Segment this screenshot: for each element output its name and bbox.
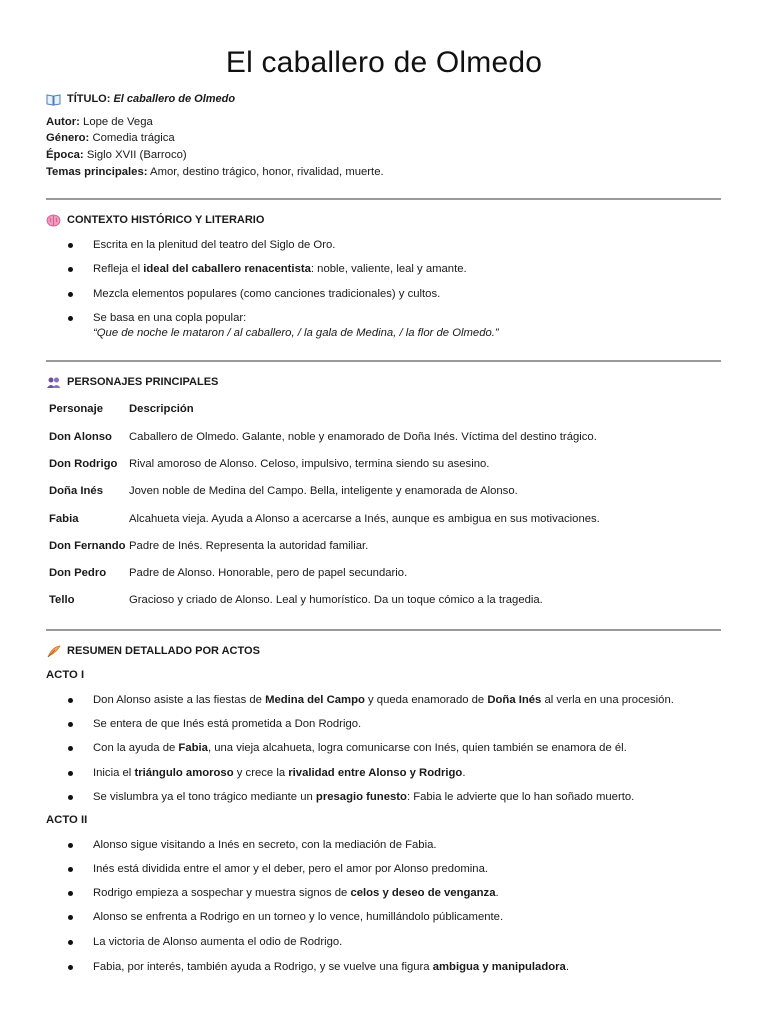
acto-i-label: ACTO I <box>46 669 85 681</box>
table-row-desc: Padre de Alonso. Honorable, pero de papel secundario. <box>129 567 408 579</box>
info-temas: Temas principales: Amor, destino trágico, honor, rivalidad, muerte. <box>46 166 384 178</box>
section-personajes-heading: PERSONAJES PRINCIPALES <box>46 375 218 390</box>
table-row-name: Don Alonso <box>49 431 112 443</box>
section-resumen-heading: RESUMEN DETALLADO POR ACTOS <box>46 644 260 659</box>
col-header-personaje: Personaje <box>49 403 104 415</box>
table-row-name: Don Fernando <box>49 540 126 552</box>
divider <box>46 198 721 200</box>
table-row-name: Don Pedro <box>49 567 107 579</box>
acto-ii-label: ACTO II <box>46 814 88 826</box>
titulo-label: TÍTULO: <box>67 93 111 105</box>
info-genero: Género: Comedia trágica <box>46 132 175 144</box>
document-page: El caballero de Olmedo TÍTULO: El caballero de Olmedo Autor: Lope de Vega Género: Comedia trágica Época: Siglo XVII (Barroco) Temas principales: Amor, destino trágico, honor, rivalidad, muerte. CONTEXTO HISTÓRICO Y LITERARIO Escrita en la plenitud del teatro del Siglo de Oro. Refleja el ideal del caballero renacentista: noble, valiente, leal y amante. Mezcla elementos populares (como canciones tradicionales) y cultos. Se basa en una copla popular: “Que de noche le mataron / al caballero, / la gala de Medina, / la flor de Olmedo.” PERSONAJES PRINCIPALES Personaje Descripción Don Alonso Caballero de Olmedo. Galante, noble y enamorado de Doña Inés. Víctima del destino trágico. Don Rodrigo Rival amoroso de Alonso. Celoso, impulsivo, termina siendo su asesino. Doña Inés Joven noble de Medina del Campo. Bella, inteligente y enamorada de Alonso. Fabia Alcahueta vieja. Ayuda a Alonso a acercarse a Inés, aunque es ambigua en sus motivaciones. Don Fernando Padre de Inés. Representa la autoridad familiar. Don Pedro Padre de Alonso. Honorable, pero de papel secundario. Tello Gracioso y criado de Alonso. Leal y humorístico. Da un toque cómico a la tragedia. RESUMEN DETALLADO POR ACTOS ACTO I Don Alonso asiste a las fiestas de Medina del Campo y queda enamorado de Doña Inés al verla en una procesión. Se entera de que Inés está prometida a Don Rodrigo. Con la ayuda de Fabia, una vieja alcahueta, logra comunicarse con Inés, quien también se enamora de él. Inicia el triángulo amoroso y crece la rivalidad entre Alonso y Rodrigo. Se vislumbra ya el tono trágico mediante un presagio funesto: Fabia le advierte que lo han soñado muerto. ACTO II Alonso sigue visitando a Inés en secreto, con la mediación de Fabia. Inés está dividida entre el amor y el deber, pero el amor por Alonso predomina. Rodrigo empieza a sospechar y muestra signos de celos y deseo de venganza. Alonso se enfrenta a Rodrigo en un torneo y lo vence, humillándolo públicamente. La victoria de Alonso aumenta el odio de Rodrigo. Fabia, por interés, también ayuda a Rodrigo, y se vuelve una figura ambigua y manipuladora. <box>0 0 768 1024</box>
table-row-desc: Caballero de Olmedo. Galante, noble y enamorado de Doña Inés. Víctima del destino trágico. <box>129 431 597 443</box>
table-row-desc: Gracioso y criado de Alonso. Leal y humorístico. Da un toque cómico a la tragedia. <box>129 594 543 606</box>
quill-icon <box>46 645 61 658</box>
table-row-desc: Padre de Inés. Representa la autoridad familiar. <box>129 540 369 552</box>
section-contexto-heading: CONTEXTO HISTÓRICO Y LITERARIO <box>46 213 264 228</box>
titulo-line <box>46 92 235 107</box>
col-header-descripcion: Descripción <box>129 403 194 415</box>
table-row-desc: Joven noble de Medina del Campo. Bella, inteligente y enamorada de Alonso. <box>129 485 518 497</box>
table-row-name: Doña Inés <box>49 485 103 497</box>
people-icon <box>46 376 61 389</box>
info-epoca: Época: Siglo XVII (Barroco) <box>46 149 187 161</box>
table-row-name: Fabia <box>49 513 79 525</box>
divider <box>46 360 721 362</box>
page-title: El caballero de Olmedo <box>225 46 543 79</box>
book-icon <box>46 93 61 106</box>
table-row-name: Tello <box>49 594 75 606</box>
copla-quote: “Que de noche le mataron / al caballero, / la gala de Medina, / la flor de Olmedo.” <box>93 327 499 339</box>
table-row-desc: Alcahueta vieja. Ayuda a Alonso a acercarse a Inés, aunque es ambigua en sus motivaciones. <box>129 513 600 525</box>
info-autor: Autor: Lope de Vega <box>46 116 153 128</box>
brain-icon <box>46 214 61 227</box>
table-row-desc: Rival amoroso de Alonso. Celoso, impulsivo, termina siendo su asesino. <box>129 458 490 470</box>
table-row-name: Don Rodrigo <box>49 458 118 470</box>
titulo-value: El caballero de Olmedo <box>113 93 236 105</box>
divider <box>46 629 721 631</box>
